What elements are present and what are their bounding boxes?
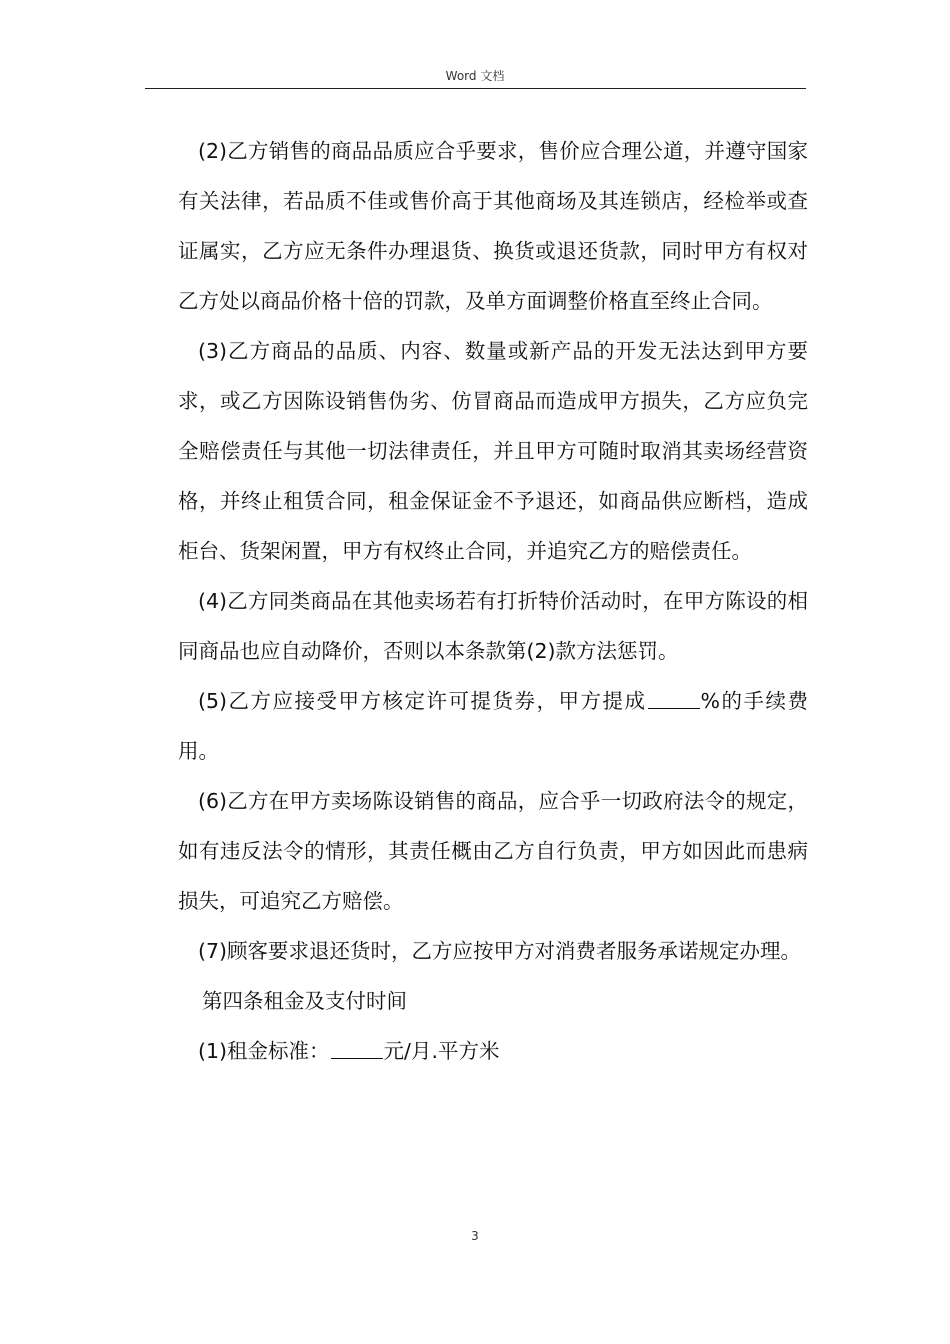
paragraph-clause-3: (3)乙方商品的品质、内容、数量或新产品的开发无法达到甲方要求，或乙方因陈设销售伪劣、仿冒商品而造成甲方损失，乙方应负完全赔偿责任与其他一切法律责任，并且甲方可随时取消其卖场经营资格，并终止租赁合同，租金保证金不予退还，如商品供应断档，造成柜台、货架闲置，甲方有权终止合同，并追究乙方的赔偿责任。 xyxy=(178,339,808,563)
header-divider xyxy=(145,88,806,89)
fill-in-blank-commission xyxy=(648,690,700,709)
rent-standard-text-before: (1)租金标准： xyxy=(198,1039,330,1063)
document-body xyxy=(178,126,808,1076)
section-heading-article-4: 第四条租金及支付时间 xyxy=(202,989,407,1013)
page-header: Word 文档 xyxy=(445,69,505,83)
fill-in-blank-rent xyxy=(331,1040,383,1059)
paragraph-clause-4: (4)乙方同类商品在其他卖场若有打折特价活动时，在甲方陈设的相同商品也应自动降价，否则以本条款第(2)款方法惩罚。 xyxy=(178,589,808,663)
paragraph-rent-standard xyxy=(178,1026,808,1076)
paragraph-clause-5 xyxy=(178,676,808,776)
clause-5-text-after: %的手续费用。 xyxy=(178,689,808,763)
paragraph-clause-2: (2)乙方销售的商品品质应合乎要求，售价应合理公道，并遵守国家有关法律，若品质不佳或售价高于其他商场及其连锁店，经检举或查证属实，乙方应无条件办理退货、换货或退还货款，同时甲方有权对乙方处以商品价格十倍的罚款，及单方面调整价格直至终止合同。 xyxy=(178,139,808,313)
clause-5-text-before: (5)乙方应接受甲方核定许可提货券，甲方提成 xyxy=(198,689,647,713)
paragraph-clause-6: (6)乙方在甲方卖场陈设销售的商品，应合乎一切政府法令的规定，如有违反法令的情形，其责任概由乙方自行负责，甲方如因此而患病损失，可追究乙方赔偿。 xyxy=(178,789,808,913)
rent-standard-text-after: 元/月.平方米 xyxy=(383,1039,500,1063)
page-number: 3 xyxy=(471,1229,479,1243)
paragraph-clause-7: (7)顾客要求退还货时，乙方应按甲方对消费者服务承诺规定办理。 xyxy=(198,939,802,963)
